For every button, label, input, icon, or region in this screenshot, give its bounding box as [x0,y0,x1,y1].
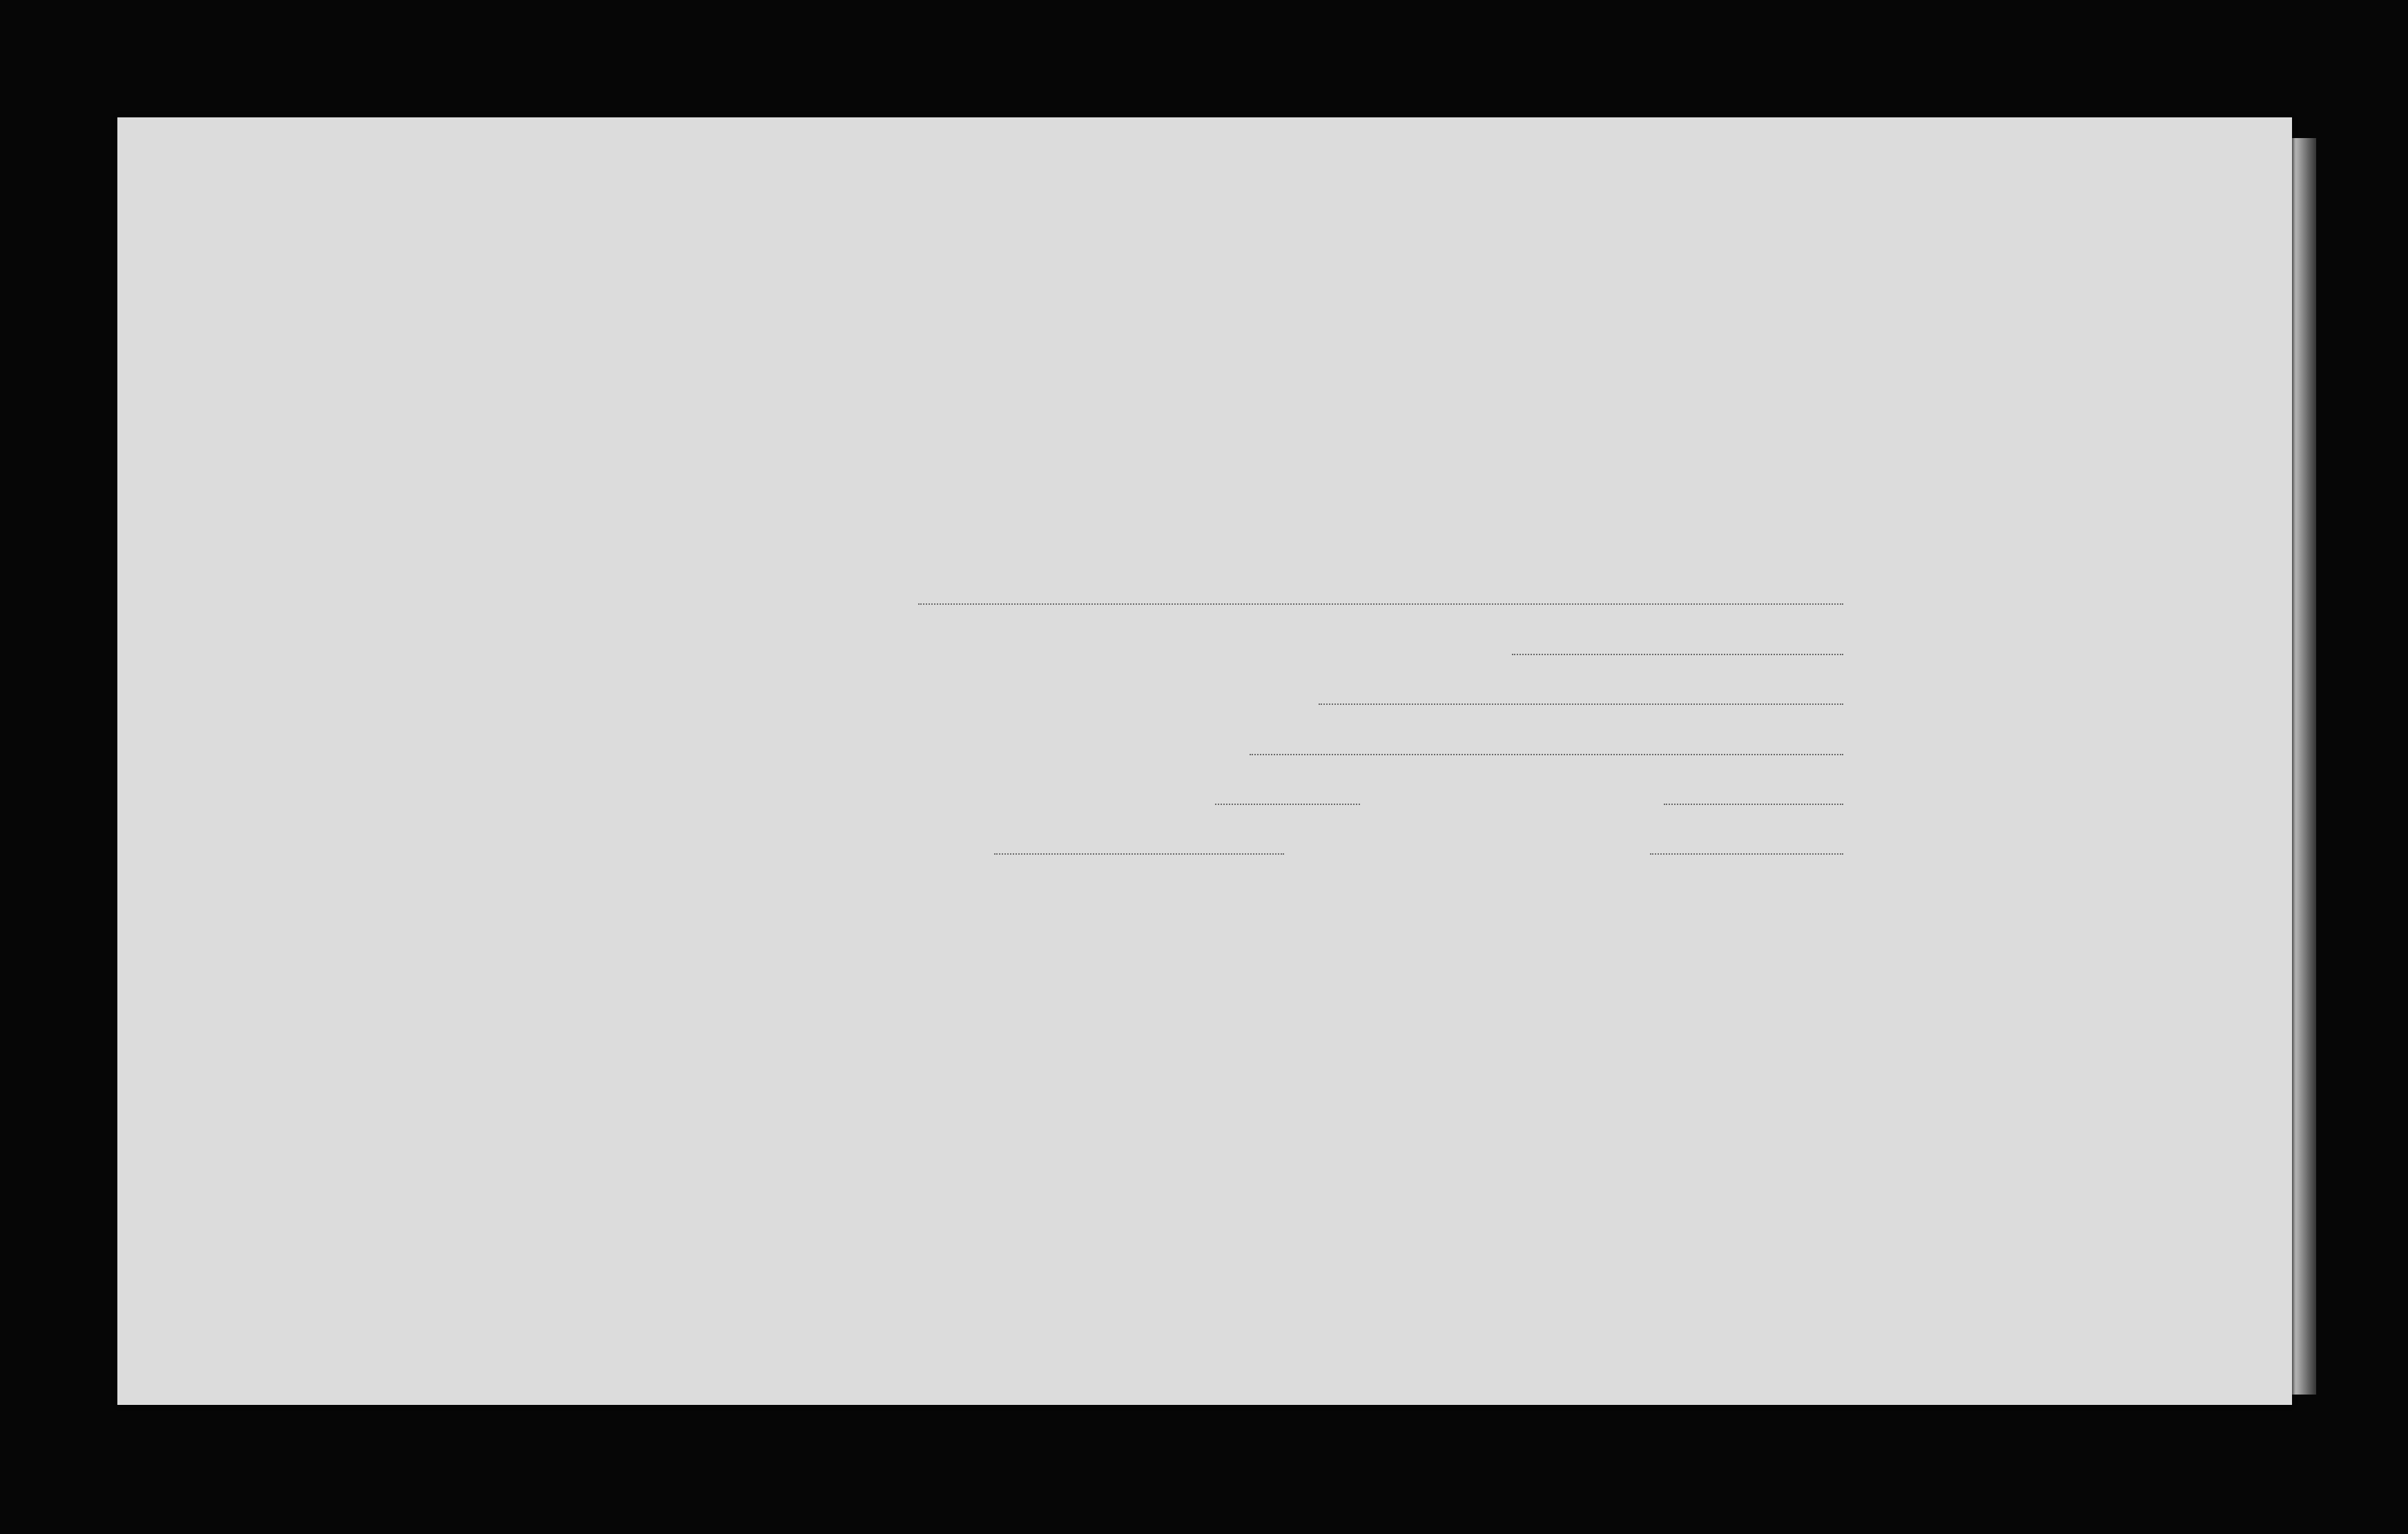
answer-line-farming[interactable] [1250,754,1843,755]
answer-line-market-distance[interactable] [1650,853,1843,855]
census-card [117,117,2292,1405]
answer-line-owner[interactable] [918,603,1843,605]
answer-line-village-distance[interactable] [1664,804,1843,805]
answer-line-market[interactable] [994,853,1284,855]
answer-line-other-land[interactable] [1512,654,1843,655]
answer-line-village[interactable] [1215,804,1360,805]
answer-line-land-type[interactable] [1319,703,1843,705]
